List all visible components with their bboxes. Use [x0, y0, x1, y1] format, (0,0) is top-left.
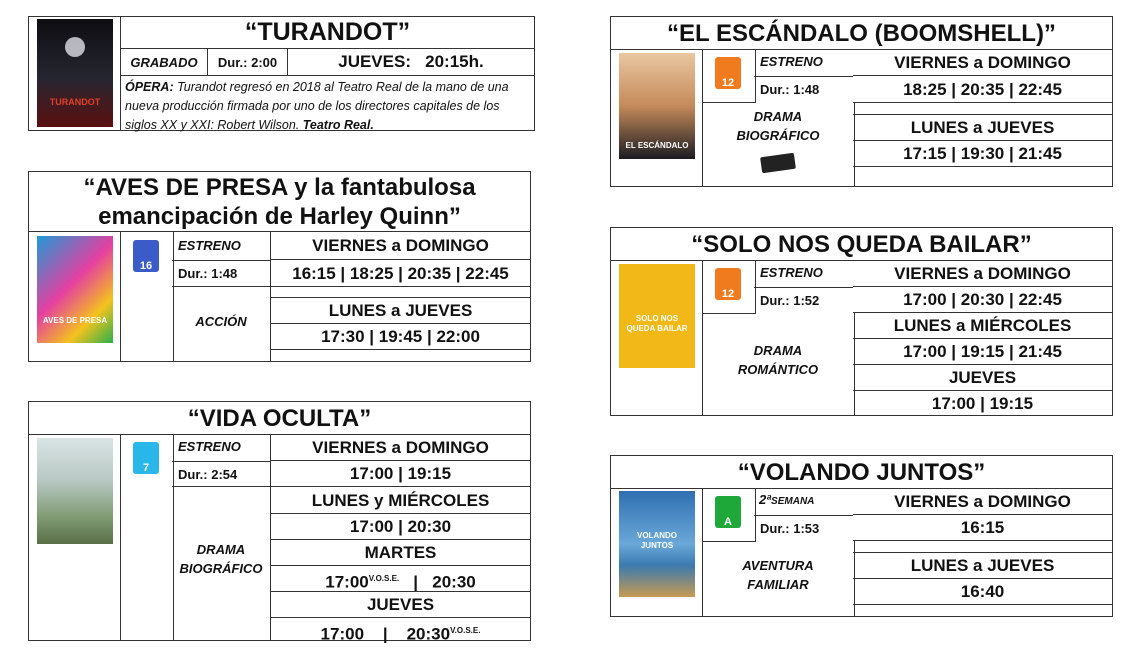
- schedule-times-2: 17:15 | 19:30 | 21:45: [853, 141, 1112, 167]
- title-line-1: “AVES DE PRESA y la fantabulosa: [83, 174, 476, 201]
- age-rating-icon: 16: [133, 240, 159, 272]
- schedule-times-3: 17:00 | 19:15: [931, 394, 1034, 413]
- duration: Dur.: 1:48: [178, 266, 238, 281]
- movie-title: “TURANDOT”: [121, 17, 534, 49]
- release-status: ESTRENO: [178, 238, 241, 253]
- genre: AVENTURA FAMILIAR: [742, 558, 814, 592]
- title-line-2: emancipación de Harley Quinn”: [98, 203, 461, 230]
- schedule-times-1: 17:00 | 19:15: [271, 461, 530, 487]
- poster-title: TURANDOT: [49, 97, 101, 107]
- schedule-days-2: LUNES a JUEVES: [271, 298, 530, 324]
- schedule-times-2: 17:30 | 19:45 | 22:00: [271, 324, 530, 350]
- schedule-days-2: LUNES a MIÉRCOLES: [853, 313, 1112, 339]
- age-rating-icon: A: [715, 496, 741, 528]
- schedule-times-2: 17:00 | 20:30: [271, 514, 530, 540]
- movie-title: “EL ESCÁNDALO (BOOMSHELL)”: [611, 17, 1112, 50]
- description-text: Turandot regresó en 2018 al Teatro Real de la mano de una nueva producción firmada por uno de los directores capitales de los siglos XX y XXI: Robert Wilson.: [125, 80, 509, 132]
- movie-card-aves-de-presa: [28, 171, 531, 362]
- age-rating-icon: 7: [133, 442, 159, 474]
- duration: Dur.: 1:53: [760, 521, 820, 536]
- release-status: ESTRENO: [760, 54, 823, 69]
- poster-title: VOLANDO JUNTOS: [637, 531, 677, 550]
- release-status: ESTRENO: [760, 265, 823, 280]
- schedule-days-2: LUNES a JUEVES: [853, 553, 1112, 579]
- schedule-days-3: MARTES: [271, 540, 530, 566]
- poster-title: SOLO NOS QUEDA BAILAR: [626, 314, 688, 333]
- schedule-days-1: VIERNES a DOMINGO: [853, 49, 1112, 76]
- duration: Dur.: 1:52: [760, 293, 820, 308]
- poster-title: AVES DE PRESA: [42, 316, 108, 325]
- age-rating-icon: 12: [715, 57, 741, 89]
- schedule-days-1: VIERNES a DOMINGO: [271, 232, 530, 260]
- movie-card-volando-juntos: [610, 455, 1113, 617]
- duration: Dur.: 2:00: [208, 49, 288, 75]
- poster-volando-juntos: [619, 491, 695, 597]
- movie-card-el-escandalo: [610, 16, 1113, 187]
- schedule-times-2: 17:00 | 19:15 | 21:45: [853, 339, 1112, 365]
- duration: Dur.: 2:54: [178, 467, 238, 482]
- poster-aves-de-presa: [37, 236, 113, 343]
- genre: ACCIÓN: [195, 314, 247, 329]
- movie-title: “SOLO NOS QUEDA BAILAR”: [611, 228, 1112, 261]
- genre: DRAMA BIOGRÁFICO: [179, 542, 263, 576]
- movie-card-turandot: [28, 16, 535, 131]
- schedule-times-4: 17:00 | $20:30^{V.O.S.E.}$: [320, 624, 481, 644]
- schedule-days-3: JUEVES: [853, 365, 1112, 391]
- poster-title: EL ESCÁNDALO: [625, 141, 689, 150]
- schedule-days-1: VIERNES a DOMINGO: [853, 260, 1112, 287]
- release-status: 2ªSEMANA: [759, 492, 815, 507]
- schedule-days-2: LUNES a JUEVES: [853, 115, 1112, 141]
- description-category: ÓPERA:: [125, 80, 174, 94]
- schedule-days-2: LUNES y MIÉRCOLES: [271, 487, 530, 514]
- age-rating-icon: 12: [715, 268, 741, 300]
- schedule-times-1: 16:15 | 18:25 | 20:35 | 22:45: [271, 260, 530, 287]
- schedule-times-1: 18:25 | 20:35 | 22:45: [853, 76, 1112, 103]
- schedule-times-1: 16:15: [853, 515, 1112, 541]
- schedule-times-3: $17:00^{V.O.S.E.}$ | 20:30: [271, 566, 530, 592]
- description: [121, 76, 534, 137]
- schedule-days-1: VIERNES a DOMINGO: [271, 434, 530, 461]
- schedule-days-1: VIERNES a DOMINGO: [853, 488, 1112, 515]
- vose-note: V.O.S.E.: [450, 626, 481, 635]
- genre: DRAMA BIOGRÁFICO: [736, 109, 820, 143]
- genre: DRAMA ROMÁNTICO: [737, 343, 819, 377]
- duration: Dur.: 1:48: [760, 82, 820, 97]
- poster-vida-oculta: [37, 438, 113, 544]
- schedule-times-1: 17:00 | 20:30 | 22:45: [853, 287, 1112, 313]
- movie-title: “VIDA OCULTA”: [29, 402, 530, 435]
- format-label: GRABADO: [121, 49, 208, 75]
- schedule-days-4: JUEVES: [271, 592, 530, 618]
- movie-title: [29, 172, 530, 232]
- movie-title: “VOLANDO JUNTOS”: [611, 456, 1112, 489]
- poster-solo-nos-queda-bailar: [619, 264, 695, 368]
- poster-el-escandalo: [619, 53, 695, 159]
- schedule: JUEVES: 20:15h.: [338, 52, 484, 71]
- vose-note: V.O.S.E.: [368, 574, 400, 583]
- movie-card-solo-nos-queda-bailar: [610, 227, 1113, 416]
- poster-turandot: [37, 19, 113, 127]
- schedule-times-2: 16:40: [853, 579, 1112, 605]
- movie-card-vida-oculta: [28, 401, 531, 644]
- release-status: ESTRENO: [178, 439, 241, 454]
- description-venue: Teatro Real.: [302, 118, 374, 132]
